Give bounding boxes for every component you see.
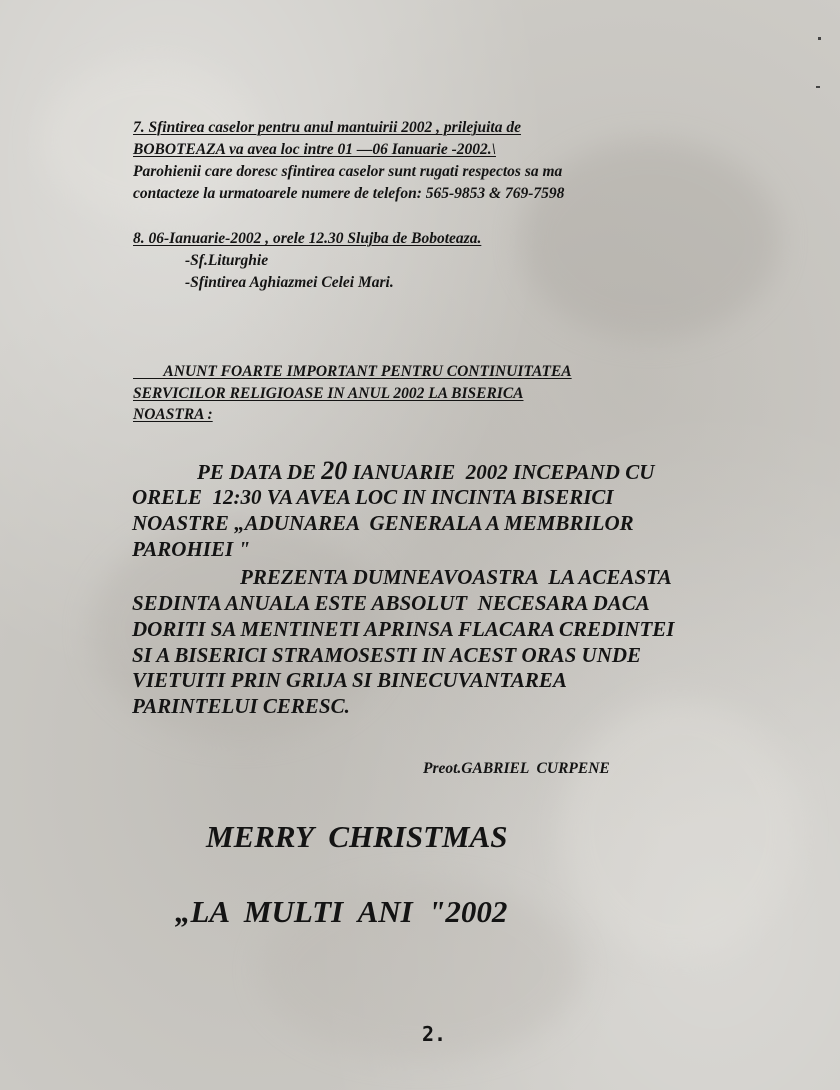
announcement-body-line4: PAROHIEI " (132, 537, 251, 561)
paper-texture (560, 700, 800, 960)
announcement-body-line9: VIETUITI PRIN GRIJA SI BINECUVANTAREA (132, 668, 567, 692)
date-prefix: PE DATA DE (197, 460, 322, 484)
item8-liturghie: -Sf.Liturghie (185, 252, 269, 269)
item7-line2: BOBOTEAZA va avea loc intre 01 —06 Ianuarie -2002.\ (133, 141, 496, 158)
announcement-body-line2: ORELE 12:30 VA AVEA LOC IN INCINTA BISERICI (132, 485, 614, 509)
date-day: 20 (321, 456, 348, 485)
item8-line1: 8. 06-Ianuarie-2002 , orele 12.30 Slujba de Boboteaza. (133, 230, 482, 247)
item7-line3: Parohienii care doresc sfintirea caselor sunt rugati respectos sa ma (133, 163, 563, 180)
item8-aghiazma: -Sfintirea Aghiazmei Celei Mari. (185, 274, 394, 291)
announcement-body-line6: SEDINTA ANUALA ESTE ABSOLUT NECESARA DACA (132, 591, 650, 615)
priest-signature: Preot.GABRIEL CURPENE (423, 760, 610, 777)
scan-mark (818, 37, 821, 40)
announcement-body-line8: SI A BISERICI STRAMOSESTI IN ACEST ORAS UNDE (132, 643, 642, 667)
item7-line4: contacteze la urmatoarele numere de telefon: 565-9853 & 769-7598 (133, 185, 565, 202)
announcement-body-line7: DORITI SA MENTINETI APRINSA FLACARA CREDINTEI (132, 617, 675, 641)
announcement-body-line10: PARINTELUI CERESC. (132, 694, 350, 718)
announcement-body-line1 (197, 458, 654, 484)
date-suffix: IANUARIE 2002 INCEPAND CU (347, 460, 655, 484)
announcement-heading-line2: SERVICILOR RELIGIOASE IN ANUL 2002 LA BISERICA (133, 385, 524, 402)
announcement-heading-line1: ANUNT FOARTE IMPORTANT PENTRU CONTINUITATEA (133, 363, 572, 380)
announcement-body-line5: PREZENTA DUMNEAVOASTRA LA ACEASTA (240, 565, 672, 589)
scan-mark (816, 86, 820, 88)
page-number: 2. (422, 1022, 447, 1046)
item7-line1: 7. Sfintirea caselor pentru anul mantuirii 2002 , prilejuita de (133, 119, 521, 136)
announcement-body-line3: NOASTRE „ADUNAREA GENERALA A MEMBRILOR (132, 511, 634, 535)
la-multi-ani-greeting: „LA MULTI ANI "2002 (175, 894, 508, 929)
merry-christmas-greeting: MERRY CHRISTMAS (206, 819, 508, 854)
announcement-heading-line3: NOASTRA : (133, 406, 213, 423)
